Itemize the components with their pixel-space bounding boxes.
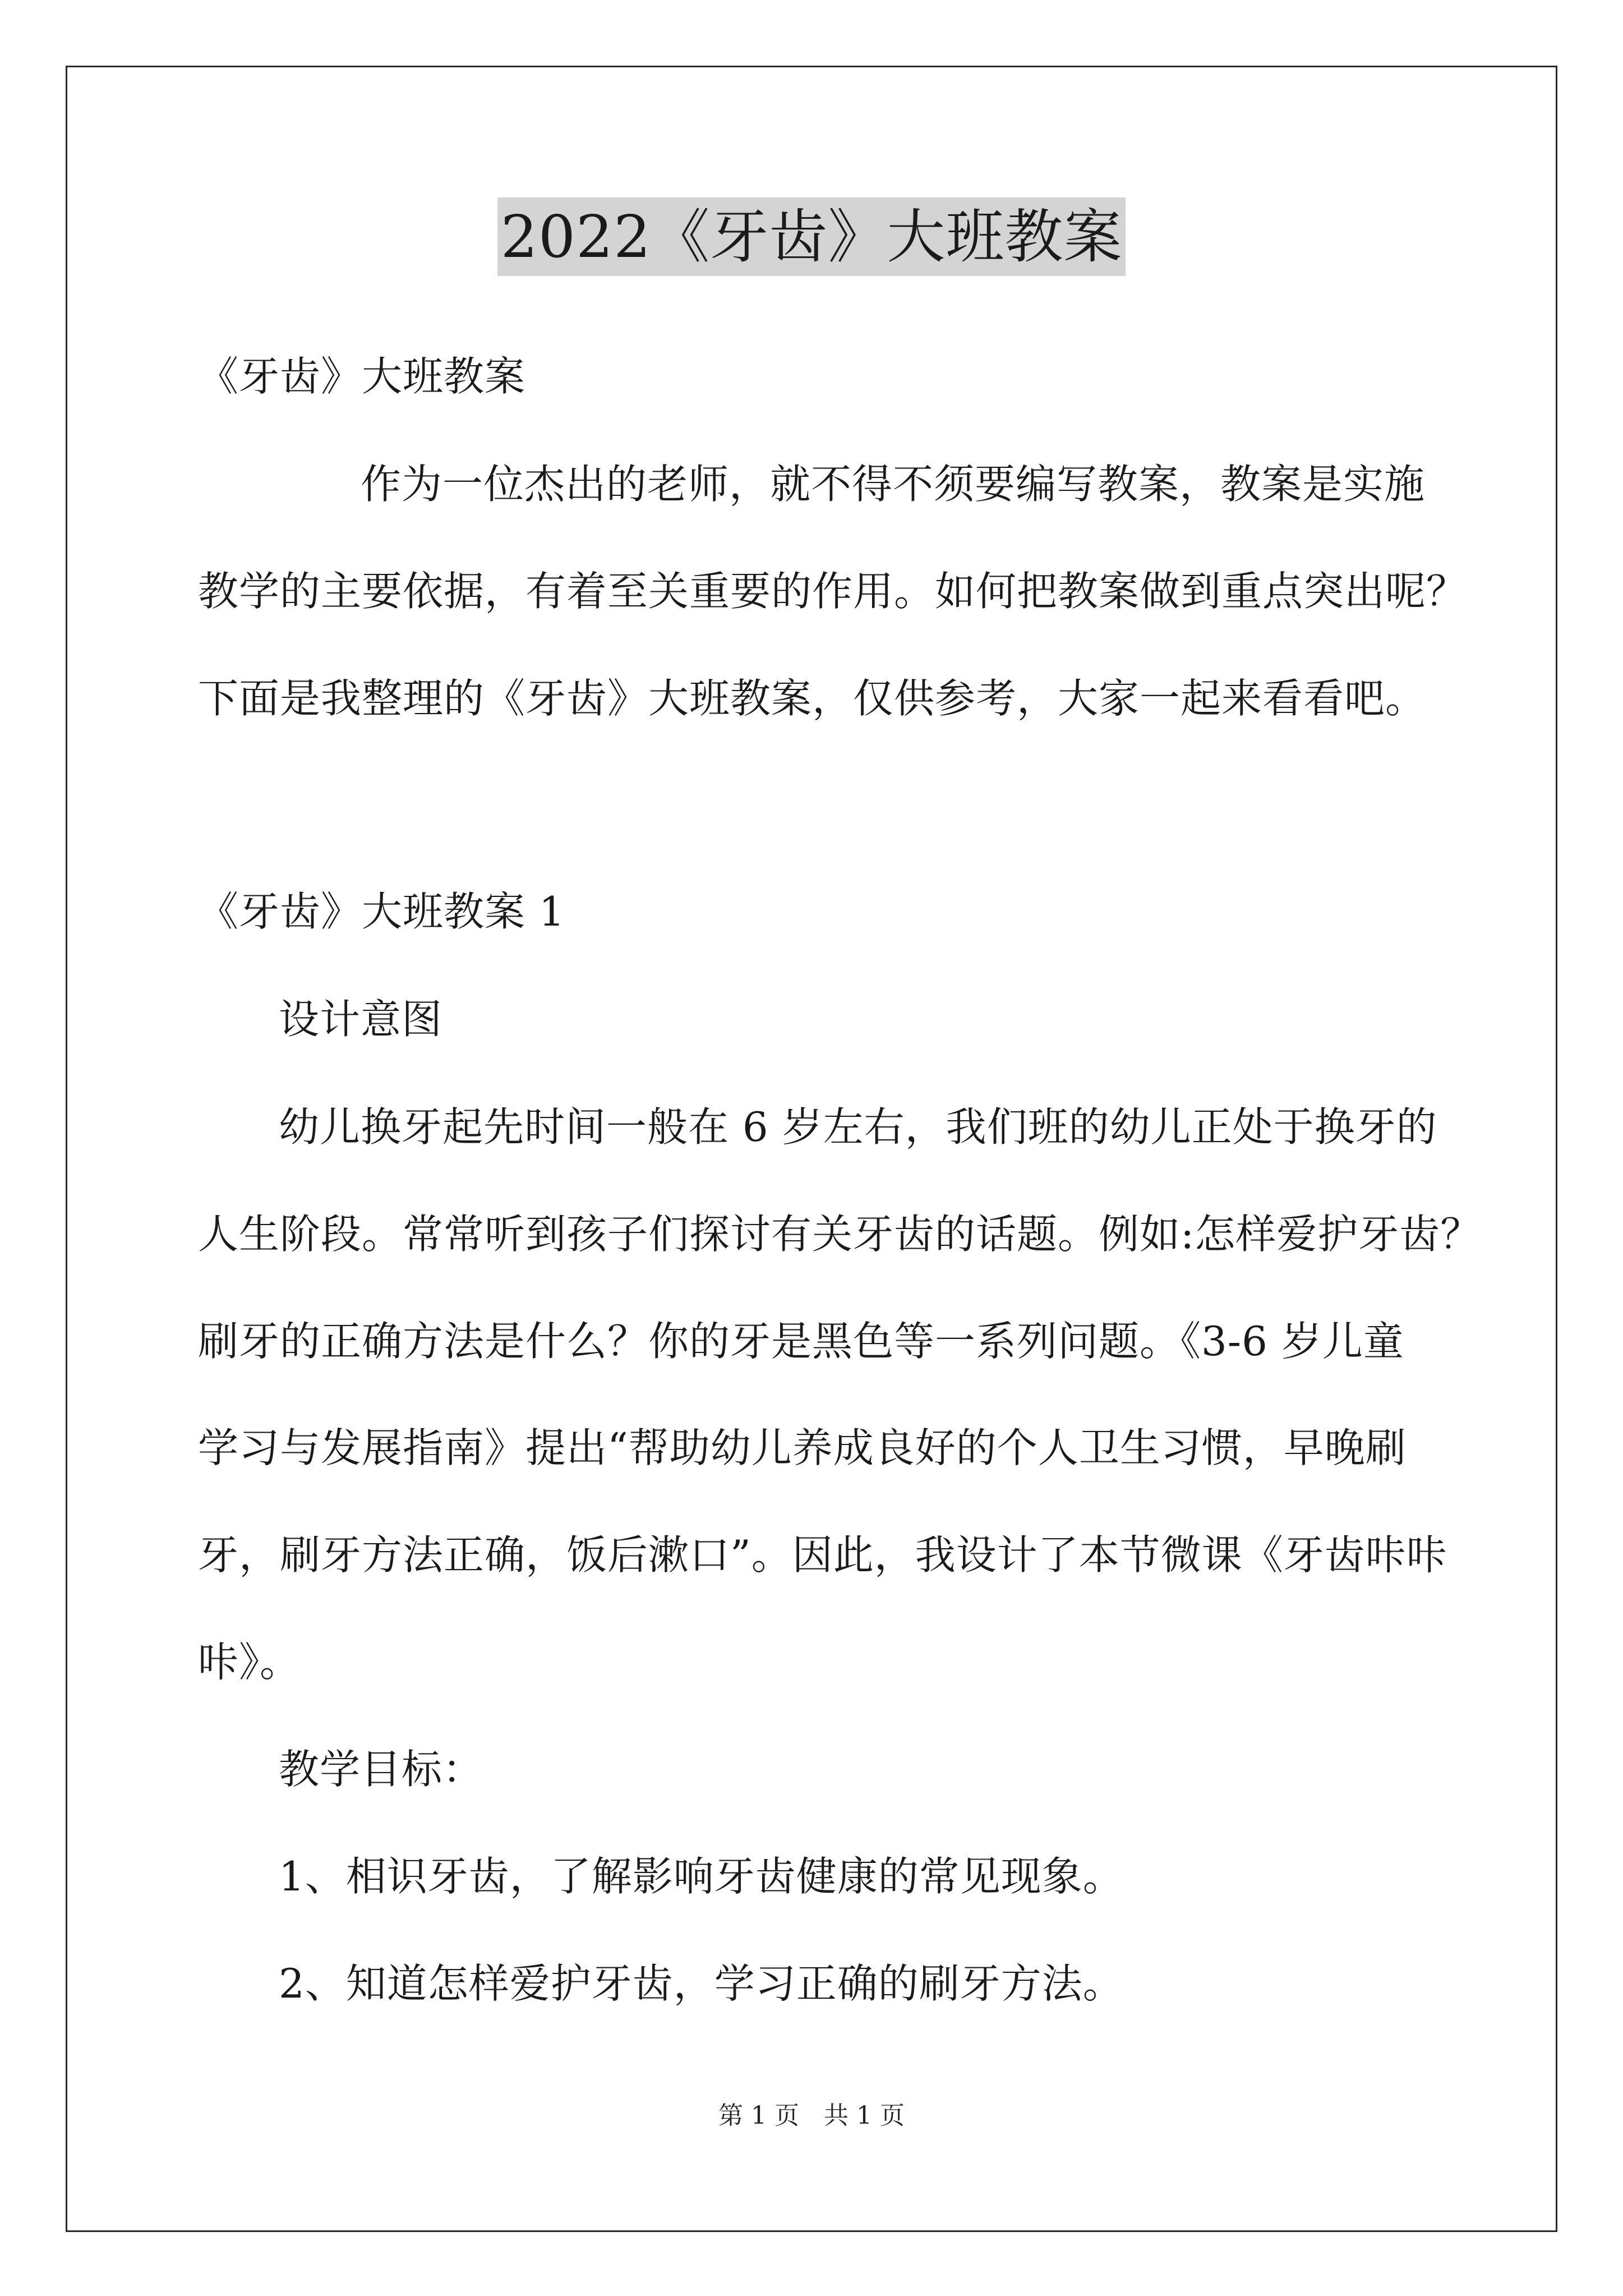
intro-line-1: 作为一位杰出的老师，就不得不须要编写教案，教案是实施 bbox=[361, 461, 1426, 508]
body-line-2: 人生阶段。常常听到孩子们探讨有关牙齿的话题。例如:怎样爱护牙齿？ bbox=[198, 1211, 1482, 1258]
body-line-5: 牙，刷牙方法正确，饭后漱口”。因此，我设计了本节微课《牙齿咔咔 bbox=[198, 1531, 1447, 1579]
document-title: 2022《牙齿》大班教案 bbox=[497, 197, 1126, 276]
goal-item-1: 1、相识牙齿，了解影响牙齿健康的常见现象。 bbox=[279, 1853, 1124, 1900]
intro-line-3: 下面是我整理的《牙齿》大班教案，仅供参考，大家一起来看看吧。 bbox=[198, 675, 1427, 722]
body-line-6: 咔》。 bbox=[198, 1639, 301, 1686]
page-footer: 第 1 页 共 1 页 bbox=[718, 2101, 905, 2130]
body-line-3: 刷牙的正确方法是什么？你的牙是黑色等一系列问题。《3-6 岁儿童 bbox=[198, 1318, 1404, 1365]
design-intent-heading: 设计意图 bbox=[279, 996, 443, 1043]
section-heading: 《牙齿》大班教案 1 bbox=[198, 888, 565, 935]
body-line-4: 学习与发展指南》提出“帮助幼儿养成良好的个人卫生习惯，早晚刷 bbox=[198, 1424, 1407, 1471]
goal-item-2: 2、知道怎样爱护牙齿，学习正确的刷牙方法。 bbox=[279, 1960, 1124, 2007]
body-line-1: 幼儿换牙起先时间一般在 6 岁左右，我们班的幼儿正处于换牙的 bbox=[279, 1103, 1437, 1151]
intro-line-2: 教学的主要依据，有着至关重要的作用。如何把教案做到重点突出呢？ bbox=[198, 568, 1468, 615]
subtitle-line: 《牙齿》大班教案 bbox=[198, 353, 526, 400]
title-container bbox=[0, 197, 1623, 276]
goals-heading: 教学目标： bbox=[279, 1746, 484, 1793]
